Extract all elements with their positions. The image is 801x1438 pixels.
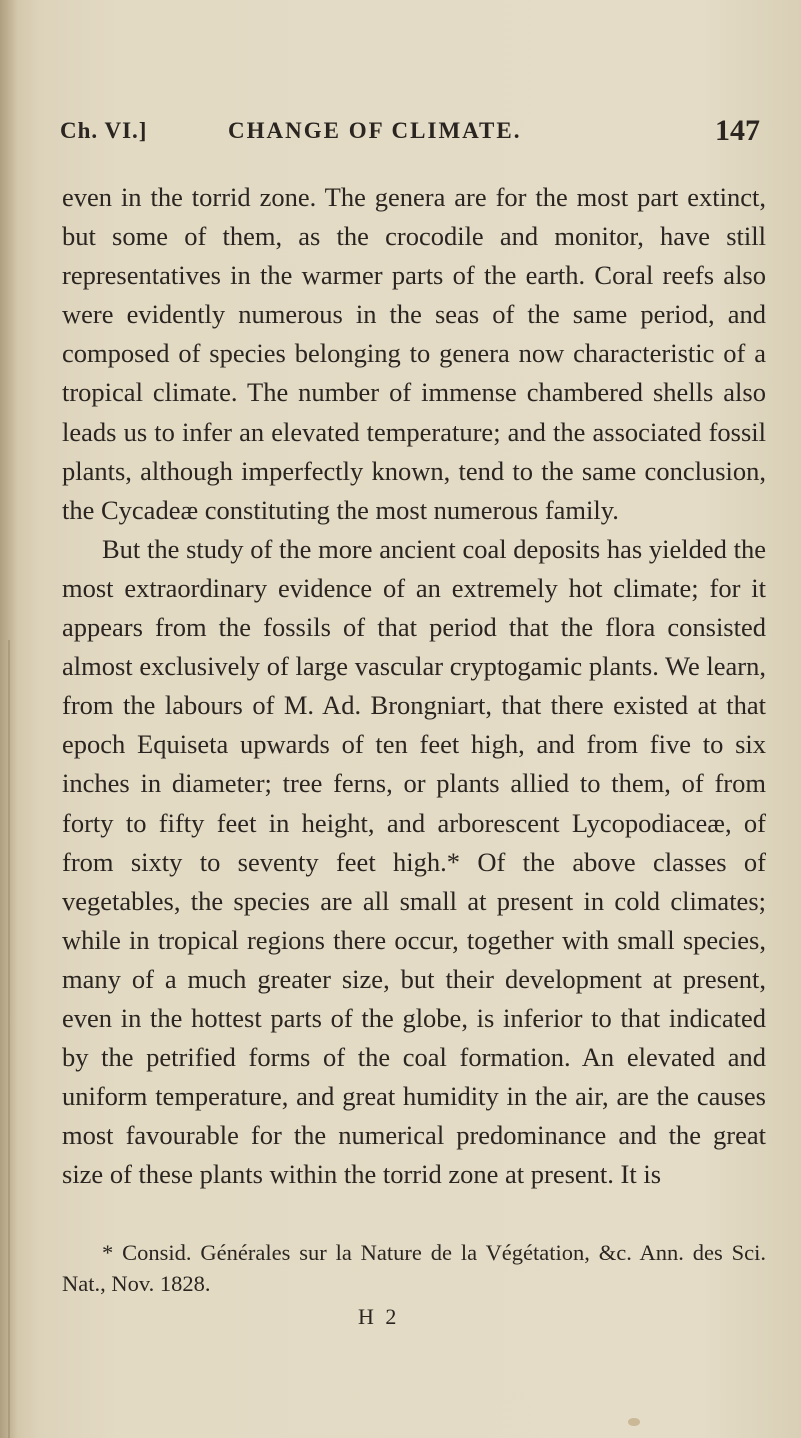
paragraph: But the study of the more ancient coal deposits has yielded the most extraordinary evidence of an extremely hot climate; for it appears from the fossils of that period that the flora consisted almost exclusively of large vascular cryptogamic plants. We learn, from the labours of M. Ad. Brongniart, that there existed at that epoch Equiseta upwards of ten feet high, and from five to six inches in diameter; tree ferns, or plants allied to them, of from forty to fifty feet in height, and arborescent Lycopodiaceæ, of from sixty to seventy feet high.* Of the above classes of vegetables, the species are all small at present in cold climates; while in tropical regions there occur, together with small species, many of a much greater size, but their development at present, even in the hottest parts of the globe, is inferior to that indicated by the petrified forms of the coal formation. An elevated and uniform temperature, and great humidity in the air, are the causes most favourable for the numerical predominance and the great size of these plants within the torrid zone at present. It is xyxy=(62,533,766,1190)
signature-mark: H 2 xyxy=(358,1304,400,1329)
paragraph-continued: even in the torrid zone. The genera are for the most part extinct, but some of them, as the crocodile and monitor, have still representatives in the warmer parts of the earth. Coral reefs also were evidently numerous in the seas of the same period, and composed of species belonging to genera now characteristic of a tropical climate. The number of immense chambered shells also leads us to infer an elevated temperature; and the associated fossil plants, although imperfectly known, tend to the same conclusion, the Cycadeæ constituting the most numerous family. xyxy=(62,182,766,525)
paper-blemish xyxy=(628,1418,640,1426)
footnote: * Consid. Générales sur la Nature de la Végétation, &c. Ann. des Sci. Nat., Nov. 1828. xyxy=(62,1240,766,1296)
running-head xyxy=(60,114,760,158)
body-text xyxy=(62,178,766,1194)
chapter-reference: Ch. VI.] xyxy=(60,118,148,143)
running-title: CHANGE OF CLIMATE. xyxy=(228,118,522,143)
binding-line xyxy=(8,640,10,1438)
page-number: 147 xyxy=(715,114,760,147)
